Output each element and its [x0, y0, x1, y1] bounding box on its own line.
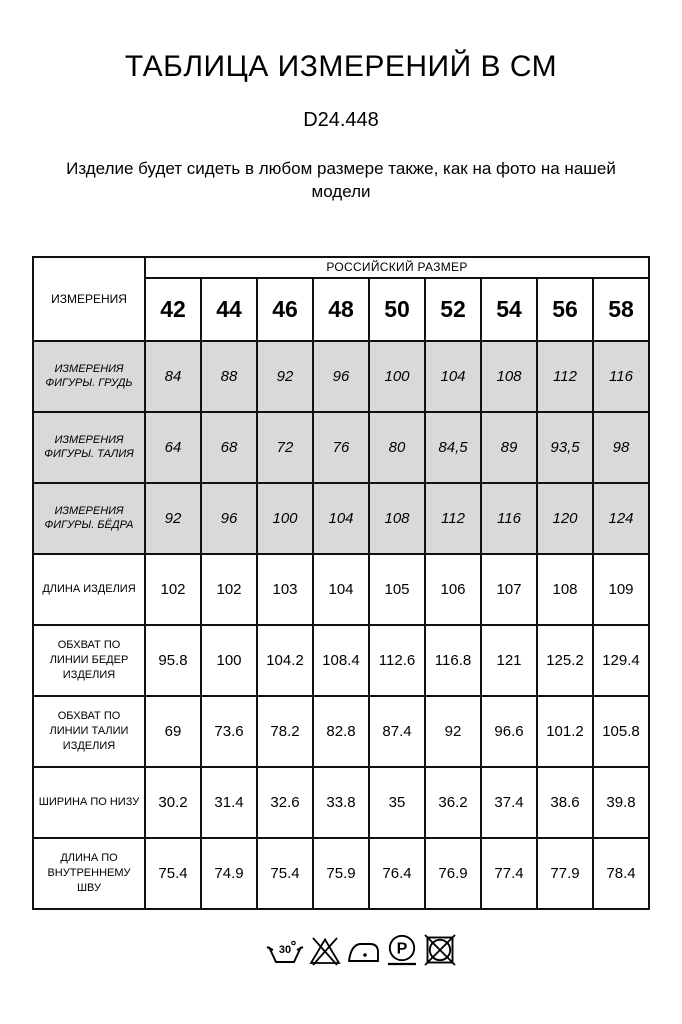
row-label: ОБХВАТ ПО ЛИНИИ БЕДЕР ИЗДЕЛИЯ — [33, 625, 145, 696]
value-cell: 112 — [537, 341, 593, 412]
value-cell: 100 — [369, 341, 425, 412]
row-label: ИЗМЕРЕНИЯ ФИГУРЫ. ТАЛИЯ — [33, 412, 145, 483]
value-cell: 75.4 — [145, 838, 201, 909]
value-cell: 73.6 — [201, 696, 257, 767]
wash-temp-label: 30 — [278, 943, 292, 956]
no-bleach-icon — [309, 936, 341, 966]
dry-clean-letter: P — [396, 940, 408, 958]
value-cell: 72 — [257, 412, 313, 483]
value-cell: 106 — [425, 554, 481, 625]
value-cell: 96.6 — [481, 696, 537, 767]
value-cell: 104.2 — [257, 625, 313, 696]
value-cell: 100 — [201, 625, 257, 696]
value-cell: 76.9 — [425, 838, 481, 909]
value-cell: 108 — [537, 554, 593, 625]
row-label: ОБХВАТ ПО ЛИНИИ ТАЛИИ ИЗДЕЛИЯ — [33, 696, 145, 767]
value-cell: 112 — [425, 483, 481, 554]
value-cell: 109 — [593, 554, 649, 625]
value-cell: 112.6 — [369, 625, 425, 696]
value-cell: 39.8 — [593, 767, 649, 838]
size-column-header: 44 — [201, 278, 257, 341]
table-row — [33, 767, 649, 838]
size-column-header: 54 — [481, 278, 537, 341]
value-cell: 30.2 — [145, 767, 201, 838]
table-row — [33, 696, 649, 767]
measurements-column-header: ИЗМЕРЕНИЯ — [33, 257, 145, 341]
value-cell: 102 — [201, 554, 257, 625]
value-cell: 35 — [369, 767, 425, 838]
value-cell: 92 — [257, 341, 313, 412]
table-row — [33, 412, 649, 483]
value-cell: 64 — [145, 412, 201, 483]
size-group-header: РОССИЙСКИЙ РАЗМЕР — [145, 257, 649, 278]
size-column-header: 50 — [369, 278, 425, 341]
value-cell: 116 — [481, 483, 537, 554]
table-row — [33, 838, 649, 909]
value-cell: 100 — [257, 483, 313, 554]
value-cell: 80 — [369, 412, 425, 483]
value-cell: 125.2 — [537, 625, 593, 696]
value-cell: 92 — [425, 696, 481, 767]
row-label: ДЛИНА ИЗДЕЛИЯ — [33, 554, 145, 625]
size-column-header: 48 — [313, 278, 369, 341]
value-cell: 31.4 — [201, 767, 257, 838]
value-cell: 93,5 — [537, 412, 593, 483]
value-cell: 107 — [481, 554, 537, 625]
page-title: ТАБЛИЦА ИЗМЕРЕНИЙ В СМ — [124, 50, 558, 83]
value-cell: 101.2 — [537, 696, 593, 767]
value-cell: 89 — [481, 412, 537, 483]
value-cell: 108 — [369, 483, 425, 554]
value-cell: 69 — [145, 696, 201, 767]
size-column-header: 52 — [425, 278, 481, 341]
value-cell: 68 — [201, 412, 257, 483]
value-cell: 75.4 — [257, 838, 313, 909]
no-tumble-dry-icon — [424, 934, 456, 966]
value-cell: 33.8 — [313, 767, 369, 838]
value-cell: 104 — [425, 341, 481, 412]
value-cell: 104 — [313, 554, 369, 625]
iron-temp-dot — [363, 953, 367, 957]
value-cell: 124 — [593, 483, 649, 554]
dry-clean-p-icon — [385, 934, 419, 966]
table-body — [33, 341, 649, 909]
value-cell: 77.4 — [481, 838, 537, 909]
value-cell: 102 — [145, 554, 201, 625]
value-cell: 87.4 — [369, 696, 425, 767]
value-cell: 78.4 — [593, 838, 649, 909]
value-cell: 92 — [145, 483, 201, 554]
table-row — [33, 554, 649, 625]
value-cell: 88 — [201, 341, 257, 412]
value-cell: 84,5 — [425, 412, 481, 483]
size-column-header: 46 — [257, 278, 313, 341]
care-symbols — [20, 934, 682, 966]
measurements-table — [32, 256, 650, 910]
row-label: ДЛИНА ПО ВНУТРЕННЕМУ ШВУ — [33, 838, 145, 909]
value-cell: 105.8 — [593, 696, 649, 767]
value-cell: 105 — [369, 554, 425, 625]
value-cell: 96 — [201, 483, 257, 554]
value-cell: 116 — [593, 341, 649, 412]
value-cell: 38.6 — [537, 767, 593, 838]
value-cell: 74.9 — [201, 838, 257, 909]
value-cell: 121 — [481, 625, 537, 696]
value-cell: 36.2 — [425, 767, 481, 838]
value-cell: 76 — [313, 412, 369, 483]
value-cell: 120 — [537, 483, 593, 554]
value-cell: 75.9 — [313, 838, 369, 909]
table-row — [33, 341, 649, 412]
value-cell: 78.2 — [257, 696, 313, 767]
table-row — [33, 625, 649, 696]
value-cell: 98 — [593, 412, 649, 483]
value-cell: 82.8 — [313, 696, 369, 767]
row-label: ШИРИНА ПО НИЗУ — [33, 767, 145, 838]
wash-30-icon — [266, 936, 304, 966]
value-cell: 116.8 — [425, 625, 481, 696]
value-cell: 96 — [313, 341, 369, 412]
table-row — [33, 483, 649, 554]
value-cell: 104 — [313, 483, 369, 554]
value-cell: 129.4 — [593, 625, 649, 696]
size-column-header: 56 — [537, 278, 593, 341]
value-cell: 76.4 — [369, 838, 425, 909]
value-cell: 103 — [257, 554, 313, 625]
fit-note: Изделие будет сидеть в любом размере также, как на фото на нашей модели — [66, 159, 616, 201]
degree-mark — [292, 941, 295, 944]
value-cell: 77.9 — [537, 838, 593, 909]
row-label: ИЗМЕРЕНИЯ ФИГУРЫ. БЁДРА — [33, 483, 145, 554]
row-label: ИЗМЕРЕНИЯ ФИГУРЫ. ГРУДЬ — [33, 341, 145, 412]
value-cell: 32.6 — [257, 767, 313, 838]
value-cell: 95.8 — [145, 625, 201, 696]
value-cell: 108 — [481, 341, 537, 412]
iron-one-dot-icon — [346, 936, 380, 966]
value-cell: 37.4 — [481, 767, 537, 838]
size-column-header: 42 — [145, 278, 201, 341]
model-code: D24.448 — [303, 109, 379, 131]
size-column-header: 58 — [593, 278, 649, 341]
size-group-header-row — [33, 257, 649, 278]
value-cell: 84 — [145, 341, 201, 412]
value-cell: 108.4 — [313, 625, 369, 696]
